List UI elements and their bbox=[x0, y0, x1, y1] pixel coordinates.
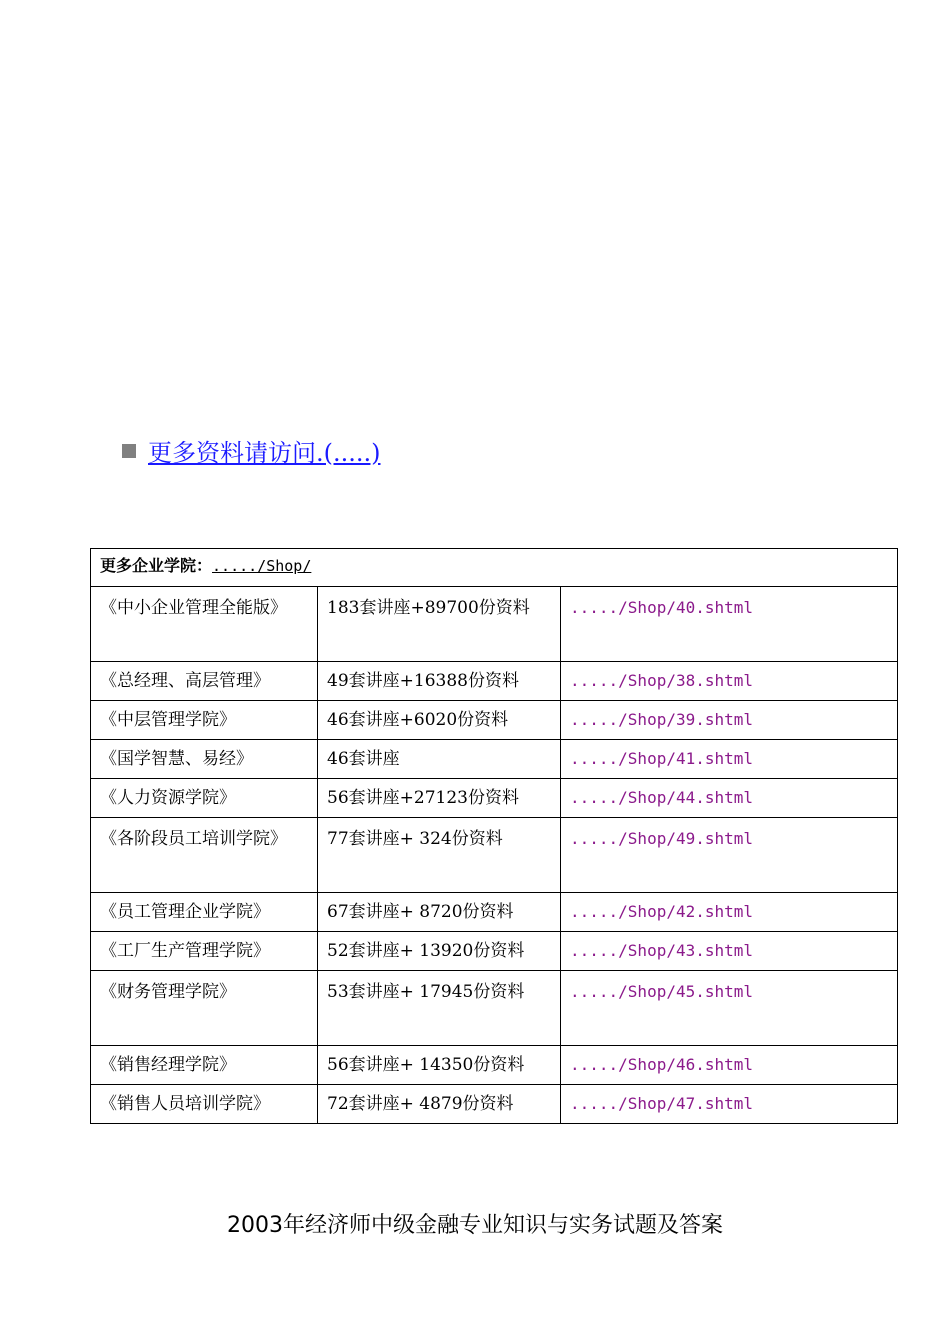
table-row bbox=[91, 971, 898, 1046]
course-name: 《国学智慧、易经》 bbox=[91, 740, 318, 779]
more-resources-row bbox=[122, 432, 381, 468]
course-url[interactable]: ...../Shop/38.shtml bbox=[561, 662, 898, 701]
table-row bbox=[91, 587, 898, 662]
course-url[interactable]: ...../Shop/49.shtml bbox=[561, 818, 898, 893]
header-shop-link[interactable]: ...../Shop/ bbox=[212, 557, 312, 575]
course-content: 72套讲座+ 4879份资料 bbox=[318, 1085, 561, 1124]
course-content: 53套讲座+ 17945份资料 bbox=[318, 971, 561, 1046]
course-name: 《人力资源学院》 bbox=[91, 779, 318, 818]
course-name: 《中小企业管理全能版》 bbox=[91, 587, 318, 662]
shop-table-header-row bbox=[91, 549, 898, 587]
course-content: 46套讲座+6020份资料 bbox=[318, 701, 561, 740]
table-row bbox=[91, 1046, 898, 1085]
course-content: 77套讲座+ 324份资料 bbox=[318, 818, 561, 893]
course-name: 《财务管理学院》 bbox=[91, 971, 318, 1046]
square-bullet-icon bbox=[122, 444, 136, 458]
table-row bbox=[91, 740, 898, 779]
course-name: 《总经理、高层管理》 bbox=[91, 662, 318, 701]
table-row bbox=[91, 701, 898, 740]
course-name: 《销售经理学院》 bbox=[91, 1046, 318, 1085]
course-url[interactable]: ...../Shop/46.shtml bbox=[561, 1046, 898, 1085]
table-row bbox=[91, 818, 898, 893]
course-content: 67套讲座+ 8720份资料 bbox=[318, 893, 561, 932]
course-url[interactable]: ...../Shop/41.shtml bbox=[561, 740, 898, 779]
course-content: 183套讲座+89700份资料 bbox=[318, 587, 561, 662]
course-name: 《工厂生产管理学院》 bbox=[91, 932, 318, 971]
table-row bbox=[91, 1085, 898, 1124]
course-url[interactable]: ...../Shop/44.shtml bbox=[561, 779, 898, 818]
course-content: 46套讲座 bbox=[318, 740, 561, 779]
course-url[interactable]: ...../Shop/43.shtml bbox=[561, 932, 898, 971]
course-name: 《中层管理学院》 bbox=[91, 701, 318, 740]
table-row bbox=[91, 893, 898, 932]
course-url[interactable]: ...../Shop/40.shtml bbox=[561, 587, 898, 662]
course-url[interactable]: ...../Shop/39.shtml bbox=[561, 701, 898, 740]
course-content: 52套讲座+ 13920份资料 bbox=[318, 932, 561, 971]
table-row bbox=[91, 662, 898, 701]
table-row bbox=[91, 779, 898, 818]
course-content: 49套讲座+16388份资料 bbox=[318, 662, 561, 701]
course-name: 《各阶段员工培训学院》 bbox=[91, 818, 318, 893]
course-url[interactable]: ...../Shop/45.shtml bbox=[561, 971, 898, 1046]
course-url[interactable]: ...../Shop/42.shtml bbox=[561, 893, 898, 932]
header-label: 更多企业学院： bbox=[100, 556, 213, 575]
course-name: 《员工管理企业学院》 bbox=[91, 893, 318, 932]
shop-table-header-cell bbox=[91, 549, 898, 587]
more-resources-link[interactable]: 更多资料请访问.(.....) bbox=[148, 438, 381, 467]
document-title: 2003年经济师中级金融专业知识与实务试题及答案 bbox=[227, 1213, 723, 1238]
course-name: 《销售人员培训学院》 bbox=[91, 1085, 318, 1124]
table-row bbox=[91, 932, 898, 971]
shop-table bbox=[90, 548, 898, 1124]
course-content: 56套讲座+ 14350份资料 bbox=[318, 1046, 561, 1085]
course-content: 56套讲座+27123份资料 bbox=[318, 779, 561, 818]
course-url[interactable]: ...../Shop/47.shtml bbox=[561, 1085, 898, 1124]
